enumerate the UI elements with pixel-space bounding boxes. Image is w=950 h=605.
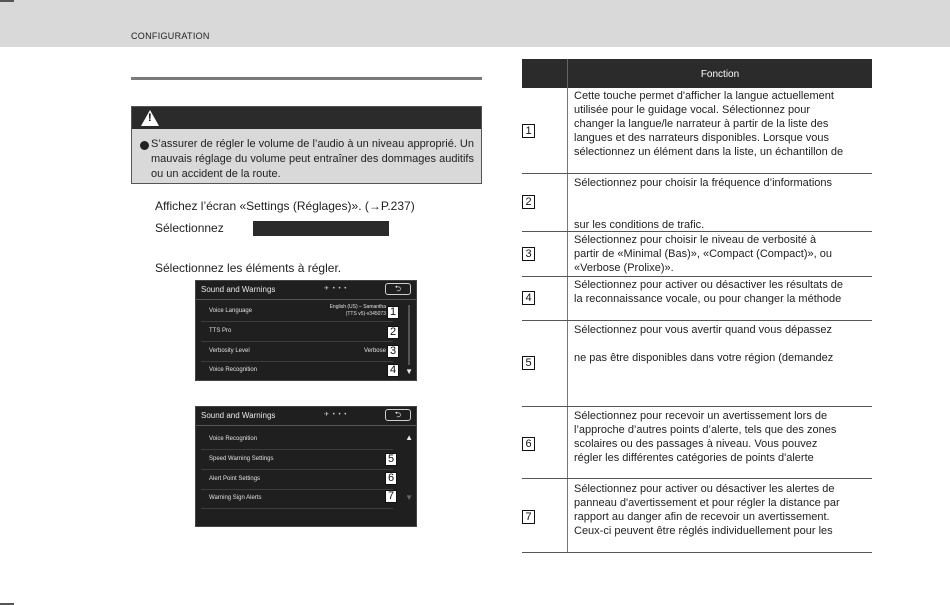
row-number-badge: 5 (522, 356, 535, 370)
back-button[interactable]: ⮌ (385, 409, 411, 421)
warning-header (132, 107, 481, 129)
menu-item-label: Speed Warning Settings (209, 456, 274, 462)
divider (196, 425, 416, 426)
step-3: Sélectionnez les éléments à régler. (155, 261, 342, 275)
row-text-line: Sélectionnez pour choisir la fréquence d’informations (574, 177, 833, 189)
row-text-line: sélectionnez un élément dans la liste, un échantillon de (574, 146, 844, 158)
row-text-line: Sélectionnez pour activer ou désactiver les alertes de (574, 483, 835, 495)
table-row (522, 479, 872, 553)
table-row (522, 88, 872, 174)
row-text-line: ne pas être disponibles dans votre région (demandez (574, 352, 834, 364)
row-text-line: Sélectionnez pour recevoir un avertissement lors de (574, 410, 828, 422)
menu-item-value: Verbose (363, 348, 386, 354)
callout-badge-3: 3 (387, 345, 399, 358)
scroll-down-icon[interactable]: ▼ (405, 493, 413, 502)
value-line-1: English (US) – Samantha (329, 304, 386, 310)
row-text-line: langues et des narrateurs disponibles. Lorsque vous (574, 132, 829, 144)
column-divider (567, 88, 568, 173)
column-divider (567, 277, 568, 320)
table-row (522, 321, 872, 407)
menu-item-label: Verbosity Level (209, 348, 250, 354)
menu-item-voice-language[interactable] (201, 303, 393, 322)
screen-title: Sound and Warnings (201, 411, 276, 420)
row-text-line: Cette touche permet d'afficher la langue actuellement (574, 90, 834, 102)
status-indicator: ✈ • • • (324, 286, 348, 292)
section-rule (131, 77, 482, 80)
section-title: CONFIGURATION (131, 31, 210, 41)
callout-badge-4: 4 (387, 364, 399, 377)
callout-badge-1: 1 (387, 306, 399, 319)
row-text-line: panneau d'avertissement et pour régler la distance par (574, 497, 840, 509)
scroll-up-icon[interactable]: ▲ (405, 433, 413, 442)
table-row (522, 232, 872, 277)
row-number-badge: 2 (522, 195, 535, 209)
menu-item-label: Voice Language (209, 308, 253, 314)
row-text-line: Ceux-ci peuvent être réglés individuellement pour les (574, 525, 833, 537)
row-number-badge: 3 (522, 247, 535, 261)
menu-item-tts-pro[interactable] (201, 323, 393, 342)
bullet-icon (140, 141, 149, 150)
row-text-line: rapport au danger afin de recevoir un avertissement. (574, 511, 830, 523)
row-text-line: régler les différentes catégories de points d'alerte (574, 452, 814, 464)
scrollbar[interactable] (408, 305, 410, 365)
menu-item-alert-point-settings[interactable] (201, 471, 393, 490)
screen-sound-and-warnings-1 (195, 280, 417, 381)
row-text-line: changer la langue/le narrateur à partir de la liste des (574, 118, 829, 130)
row-text-line: scolaires ou des passages à niveau. Vous pouvez (574, 438, 818, 450)
scroll-down-icon[interactable]: ▼ (405, 367, 413, 376)
row-text-line: Sélectionnez pour activer ou désactiver les résultats de (574, 279, 844, 291)
value-line-2: (TTS v5)-v345073 (345, 311, 386, 317)
row-text-line: sur les conditions de trafic. (574, 219, 705, 231)
menu-item-label: Warning Sign Alerts (209, 495, 262, 501)
menu-item-verbosity-level[interactable] (201, 343, 393, 362)
menu-item-voice-recognition[interactable] (201, 362, 393, 381)
back-button[interactable]: ⮌ (385, 283, 411, 295)
row-text-line: Sélectionnez pour vous avertir quand vous dépassez (574, 324, 833, 336)
table-row (522, 407, 872, 479)
menu-item-label: TTS Pro (209, 328, 232, 334)
callout-badge-5: 5 (385, 453, 397, 466)
row-text-line: utilisée pour le guidage vocal. Sélectionnez pour (574, 104, 811, 116)
column-divider (567, 232, 568, 276)
row-number-badge: 6 (522, 437, 535, 451)
warning-text: S’assurer de régler le volume de l’audio à un niveau approprié. Un mauvais réglage du volume peut entraîner des dommages auditifs ou un accident de la route. (151, 138, 474, 180)
column-divider (567, 407, 568, 478)
menu-item-label: Voice Recognition (209, 436, 258, 442)
step-2: Sélectionnez (155, 221, 224, 235)
screen-title: Sound and Warnings (201, 285, 276, 294)
menu-item-speed-warning-settings[interactable] (201, 451, 393, 470)
row-text-line: «Verbose (Prolixe)». (574, 262, 674, 274)
column-divider (567, 321, 568, 406)
header-function: Fonction (700, 69, 740, 80)
row-number-badge: 4 (522, 291, 535, 305)
row-text-line: l’approche d’autres points d’alerte, tels que des zones (574, 424, 837, 436)
column-divider (567, 479, 568, 552)
column-divider (567, 174, 568, 231)
callout-badge-7: 7 (385, 490, 397, 503)
table-row (522, 174, 872, 232)
divider (196, 299, 416, 300)
row-number-badge: 7 (522, 510, 535, 524)
callout-badge-2: 2 (387, 326, 399, 339)
menu-item-label: Alert Point Settings (209, 476, 261, 482)
table-header (522, 59, 872, 88)
menu-item-voice-recognition[interactable] (201, 431, 393, 450)
warning-exclamation: ! (148, 112, 152, 124)
redacted-button-label (253, 221, 389, 236)
status-indicator: ✈ • • • (324, 412, 348, 418)
row-text-line: la reconnaissance vocale, ou pour changer la méthode (574, 293, 842, 305)
menu-item-label: Voice Recognition (209, 367, 258, 373)
crop-mark-top (0, 0, 14, 2)
menu-item-value (330, 304, 386, 318)
callout-badge-6: 6 (385, 472, 397, 485)
row-text-line: Sélectionnez pour choisir le niveau de verbosité à (574, 234, 817, 246)
table-row (522, 277, 872, 321)
menu-item-warning-sign-alerts[interactable] (201, 490, 393, 509)
step-1: Affichez l’écran «Settings (Réglages)». (→P.237) (155, 199, 415, 213)
screen-sound-and-warnings-2 (195, 406, 417, 527)
warning-box (131, 106, 482, 184)
row-text-line: partir de «Minimal (Bas)», «Compact (Compact)», ou (574, 248, 832, 260)
row-number-badge: 1 (522, 124, 535, 138)
